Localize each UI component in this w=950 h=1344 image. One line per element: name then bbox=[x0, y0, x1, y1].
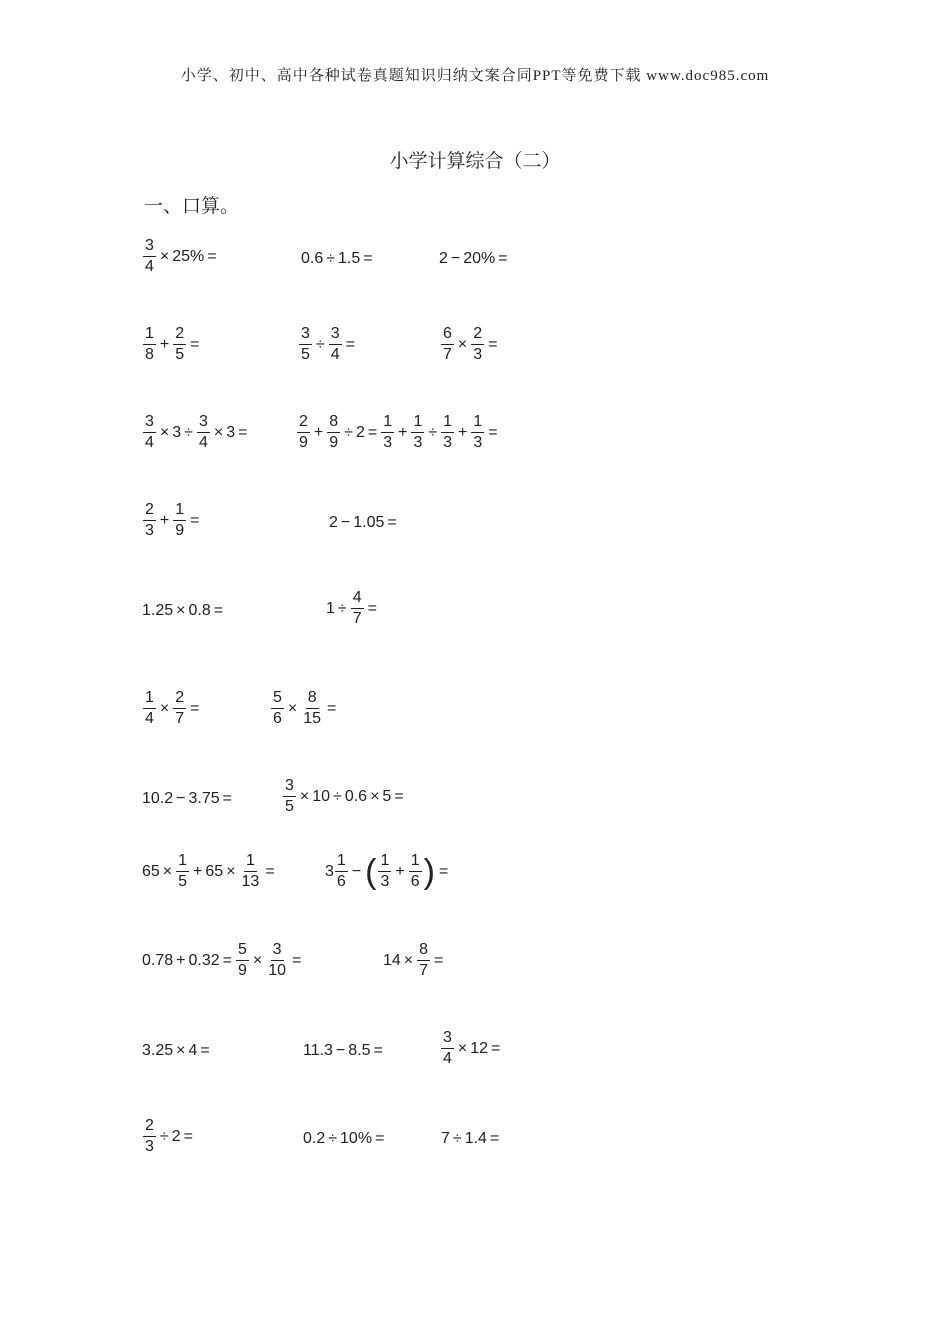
numerator: 2 bbox=[173, 326, 186, 345]
fraction bbox=[441, 326, 454, 363]
math-operator: × bbox=[403, 951, 414, 969]
numerator: 2 bbox=[471, 326, 484, 345]
numerator: 4 bbox=[351, 590, 364, 609]
math-number: 8.5 bbox=[348, 1042, 371, 1059]
expression-10-2 bbox=[303, 1042, 386, 1060]
math-operator: = bbox=[222, 951, 232, 969]
denominator: 9 bbox=[329, 434, 339, 451]
expression-4-2 bbox=[329, 514, 400, 532]
math-number: 10 bbox=[312, 787, 331, 805]
numerator: 3 bbox=[143, 238, 156, 257]
denominator: 7 bbox=[443, 346, 452, 363]
numerator: 1 bbox=[143, 326, 156, 345]
math-operator: = bbox=[363, 250, 373, 267]
expression-4-1 bbox=[142, 502, 203, 539]
expression-2-1 bbox=[142, 326, 203, 363]
math-number: 3 bbox=[226, 423, 236, 441]
fraction bbox=[411, 414, 424, 451]
math-number: 2 bbox=[329, 514, 338, 531]
denominator: 5 bbox=[301, 346, 310, 363]
math-number: 3.25 bbox=[142, 1042, 174, 1059]
math-number: 2 bbox=[171, 1127, 181, 1145]
denominator: 3 bbox=[383, 434, 393, 451]
denominator: 10 bbox=[268, 962, 287, 979]
fraction bbox=[173, 326, 186, 363]
fraction bbox=[381, 414, 394, 451]
math-operator: + bbox=[159, 335, 170, 353]
math-number: 7 bbox=[441, 1130, 450, 1147]
math-operator: = bbox=[367, 599, 377, 617]
math-operator: = bbox=[387, 514, 397, 531]
math-operator: × bbox=[176, 602, 186, 619]
denominator: 3 bbox=[413, 434, 423, 451]
numerator: 2 bbox=[173, 690, 186, 709]
denominator: 7 bbox=[175, 710, 185, 727]
math-number: 2 bbox=[355, 423, 365, 441]
fraction bbox=[173, 502, 186, 539]
math-operator: ÷ bbox=[328, 1130, 338, 1147]
fraction bbox=[297, 414, 310, 451]
fraction bbox=[271, 690, 284, 727]
math-operator: = bbox=[190, 511, 200, 529]
numerator: 3 bbox=[299, 326, 312, 345]
math-operator: = bbox=[190, 335, 200, 353]
denominator: 5 bbox=[285, 798, 294, 815]
math-operator: × bbox=[159, 423, 170, 441]
expression-3-1 bbox=[142, 414, 250, 451]
expression-5-2 bbox=[326, 590, 380, 627]
math-operator: = bbox=[394, 787, 404, 805]
denominator: 5 bbox=[178, 873, 188, 890]
expression-8-2 bbox=[325, 853, 451, 890]
fraction bbox=[143, 690, 156, 727]
expression-3-2 bbox=[296, 414, 501, 451]
expression-10-1 bbox=[142, 1042, 213, 1060]
math-number: 0.6 bbox=[344, 787, 368, 805]
denominator: 4 bbox=[145, 258, 154, 275]
fraction bbox=[327, 414, 340, 451]
denominator: 6 bbox=[410, 873, 420, 890]
denominator: 4 bbox=[198, 434, 208, 451]
numerator: 3 bbox=[271, 942, 284, 961]
math-number: 14 bbox=[383, 951, 401, 969]
numerator: 1 bbox=[411, 414, 424, 433]
math-operator: × bbox=[252, 951, 263, 969]
numerator: 8 bbox=[327, 414, 340, 433]
denominator: 3 bbox=[380, 873, 390, 890]
numerator: 5 bbox=[236, 942, 249, 961]
fraction bbox=[301, 690, 323, 727]
page-header: 小学、初中、高中各种试卷真题知识归纳文案合同PPT等免费下载 www.doc985.com bbox=[180, 68, 770, 84]
math-operator: ÷ bbox=[315, 335, 325, 353]
math-operator: = bbox=[183, 1127, 193, 1145]
math-number: 65 bbox=[142, 862, 160, 880]
math-number: 0.6 bbox=[301, 250, 324, 267]
math-number: 3 bbox=[325, 862, 334, 880]
math-operator: + bbox=[176, 951, 186, 969]
numerator: 1 bbox=[335, 853, 348, 872]
math-number: 0.32 bbox=[188, 951, 220, 969]
expression-10-3 bbox=[440, 1030, 503, 1067]
math-number: 1.5 bbox=[338, 250, 361, 267]
math-operator: = bbox=[207, 247, 217, 265]
fraction bbox=[176, 853, 189, 890]
section-heading: 一、口算。 bbox=[144, 196, 240, 217]
math-number: 3 bbox=[172, 423, 182, 441]
math-operator: × bbox=[457, 335, 468, 353]
numerator: 2 bbox=[143, 502, 156, 521]
denominator: 6 bbox=[336, 873, 346, 890]
math-operator: = bbox=[327, 699, 337, 717]
math-operator: − bbox=[335, 1042, 346, 1059]
math-operator: − bbox=[176, 790, 186, 807]
math-number: 12 bbox=[470, 1039, 489, 1057]
math-operator: ÷ bbox=[184, 423, 193, 441]
expression-7-1 bbox=[142, 790, 235, 808]
expression-5-1 bbox=[142, 602, 226, 620]
expression-6-1 bbox=[142, 690, 203, 727]
fraction bbox=[283, 778, 296, 815]
expression-9-1 bbox=[142, 942, 304, 979]
math-number: 5 bbox=[382, 787, 392, 805]
math-operator: = bbox=[373, 1042, 383, 1059]
math-operator: = bbox=[438, 862, 449, 880]
expression-1-2 bbox=[301, 250, 376, 268]
numerator: 3 bbox=[143, 414, 156, 433]
denominator: 13 bbox=[241, 873, 260, 890]
denominator: 4 bbox=[443, 1050, 452, 1067]
math-number: 4 bbox=[188, 1042, 198, 1059]
denominator: 9 bbox=[237, 962, 247, 979]
fraction bbox=[335, 853, 348, 890]
numerator: 1 bbox=[378, 853, 391, 872]
numerator: 8 bbox=[417, 942, 430, 961]
math-operator: = bbox=[367, 423, 378, 441]
math-operator: = bbox=[190, 699, 200, 717]
numerator: 1 bbox=[409, 853, 422, 872]
math-number: 65 bbox=[205, 862, 224, 880]
math-operator: + bbox=[313, 423, 324, 441]
math-operator: ÷ bbox=[333, 787, 342, 805]
fraction bbox=[143, 414, 156, 451]
denominator: 9 bbox=[299, 434, 308, 451]
fraction bbox=[143, 238, 156, 275]
math-operator: × bbox=[176, 1042, 186, 1059]
math-operator: ÷ bbox=[337, 599, 347, 617]
fraction bbox=[143, 502, 156, 539]
math-operator: × bbox=[213, 423, 224, 441]
math-operator: × bbox=[162, 862, 173, 880]
math-operator: × bbox=[287, 699, 298, 717]
numerator: 2 bbox=[297, 414, 310, 433]
expression-1-1 bbox=[142, 238, 220, 275]
fraction bbox=[266, 942, 288, 979]
numerator: 1 bbox=[381, 414, 394, 433]
math-operator: = bbox=[375, 1130, 385, 1147]
math-number: 1.4 bbox=[464, 1130, 487, 1147]
math-operator: = bbox=[292, 951, 302, 969]
math-operator: ÷ bbox=[326, 250, 336, 267]
math-operator: = bbox=[488, 423, 498, 441]
math-number: 2 bbox=[439, 250, 448, 267]
math-operator: × bbox=[370, 787, 380, 805]
math-operator: ÷ bbox=[159, 1127, 169, 1145]
expression-1-3 bbox=[439, 250, 511, 268]
denominator: 4 bbox=[145, 434, 154, 451]
numerator: 1 bbox=[441, 414, 454, 433]
expression-2-3 bbox=[440, 326, 501, 363]
fraction bbox=[378, 853, 391, 890]
math-operator: − bbox=[450, 250, 461, 267]
math-operator: = bbox=[200, 1042, 210, 1059]
math-number: 25% bbox=[172, 247, 205, 265]
math-operator: = bbox=[434, 951, 444, 969]
fraction bbox=[299, 326, 312, 363]
math-operator: × bbox=[299, 787, 310, 805]
fraction bbox=[417, 942, 430, 979]
math-number: 1.05 bbox=[353, 514, 385, 531]
math-operator: ÷ bbox=[344, 423, 353, 441]
numerator: 3 bbox=[283, 778, 296, 797]
math-operator: − bbox=[340, 514, 351, 531]
math-number: 3.75 bbox=[188, 790, 220, 807]
denominator: 3 bbox=[473, 434, 483, 451]
math-operator: + bbox=[395, 862, 405, 880]
math-operator: = bbox=[265, 862, 275, 880]
numerator: 1 bbox=[471, 414, 484, 433]
expression-8-1 bbox=[142, 853, 278, 890]
math-operator: = bbox=[222, 790, 232, 807]
denominator: 3 bbox=[145, 1138, 154, 1155]
math-operator: = bbox=[345, 335, 355, 353]
math-number: 0.2 bbox=[303, 1130, 326, 1147]
denominator: 4 bbox=[330, 346, 340, 363]
math-operator: ÷ bbox=[428, 423, 438, 441]
math-operator: = bbox=[488, 335, 498, 353]
fraction bbox=[143, 1118, 156, 1155]
denominator: 3 bbox=[145, 522, 154, 539]
math-operator: + bbox=[398, 423, 408, 441]
math-operator: + bbox=[159, 511, 170, 529]
denominator: 7 bbox=[352, 610, 362, 627]
expression-11-2 bbox=[303, 1130, 387, 1148]
numerator: 1 bbox=[173, 502, 186, 521]
math-operator: = bbox=[489, 1130, 500, 1147]
fraction bbox=[143, 326, 156, 363]
fraction bbox=[329, 326, 342, 363]
fraction bbox=[351, 590, 364, 627]
denominator: 3 bbox=[443, 434, 453, 451]
math-operator: = bbox=[498, 250, 508, 267]
expression-6-2 bbox=[270, 690, 339, 727]
fraction bbox=[173, 690, 186, 727]
expression-2-2 bbox=[298, 326, 358, 363]
page-title: 小学计算综合（二） bbox=[389, 151, 561, 172]
denominator: 15 bbox=[303, 710, 322, 727]
math-operator: = bbox=[491, 1039, 501, 1057]
numerator: 5 bbox=[271, 690, 284, 709]
numerator: 1 bbox=[244, 853, 257, 872]
math-number: 0.8 bbox=[188, 602, 211, 619]
math-number: 10% bbox=[340, 1130, 373, 1147]
denominator: 4 bbox=[145, 710, 154, 727]
numerator: 1 bbox=[143, 690, 156, 709]
numerator: 1 bbox=[176, 853, 189, 872]
fraction bbox=[236, 942, 249, 979]
math-operator: − bbox=[351, 862, 362, 880]
math-operator: + bbox=[458, 423, 468, 441]
expression-9-2 bbox=[383, 942, 446, 979]
fraction bbox=[409, 853, 422, 890]
fraction bbox=[441, 414, 454, 451]
fraction bbox=[471, 326, 484, 363]
denominator: 5 bbox=[175, 346, 185, 363]
math-number: 0.78 bbox=[142, 951, 174, 969]
math-number: 11.3 bbox=[303, 1042, 333, 1059]
math-operator: × bbox=[226, 862, 236, 880]
expression-11-1 bbox=[142, 1118, 196, 1155]
denominator: 7 bbox=[419, 962, 429, 979]
numerator: 8 bbox=[306, 690, 319, 709]
fraction bbox=[471, 414, 484, 451]
fraction bbox=[197, 414, 210, 451]
math-operator: ) bbox=[423, 852, 435, 891]
fraction bbox=[441, 1030, 454, 1067]
denominator: 9 bbox=[175, 522, 185, 539]
math-number: 20% bbox=[463, 250, 496, 267]
denominator: 8 bbox=[145, 346, 154, 363]
math-operator: × bbox=[457, 1039, 468, 1057]
math-operator: ÷ bbox=[452, 1130, 462, 1147]
math-operator: × bbox=[159, 699, 170, 717]
numerator: 2 bbox=[143, 1118, 156, 1137]
numerator: 3 bbox=[197, 414, 210, 433]
math-operator: ( bbox=[365, 852, 377, 891]
numerator: 6 bbox=[441, 326, 454, 345]
expression-7-2 bbox=[282, 778, 407, 815]
math-number: 1.25 bbox=[142, 602, 174, 619]
numerator: 3 bbox=[441, 1030, 454, 1049]
math-number: 1 bbox=[326, 599, 335, 617]
math-operator: + bbox=[193, 862, 203, 880]
numerator: 3 bbox=[329, 326, 342, 345]
math-number: 10.2 bbox=[142, 790, 174, 807]
math-operator: = bbox=[238, 423, 248, 441]
expression-11-3 bbox=[441, 1130, 502, 1148]
fraction bbox=[240, 853, 262, 890]
denominator: 3 bbox=[473, 346, 483, 363]
denominator: 6 bbox=[273, 710, 282, 727]
math-operator: × bbox=[159, 247, 170, 265]
math-operator: = bbox=[213, 602, 224, 619]
